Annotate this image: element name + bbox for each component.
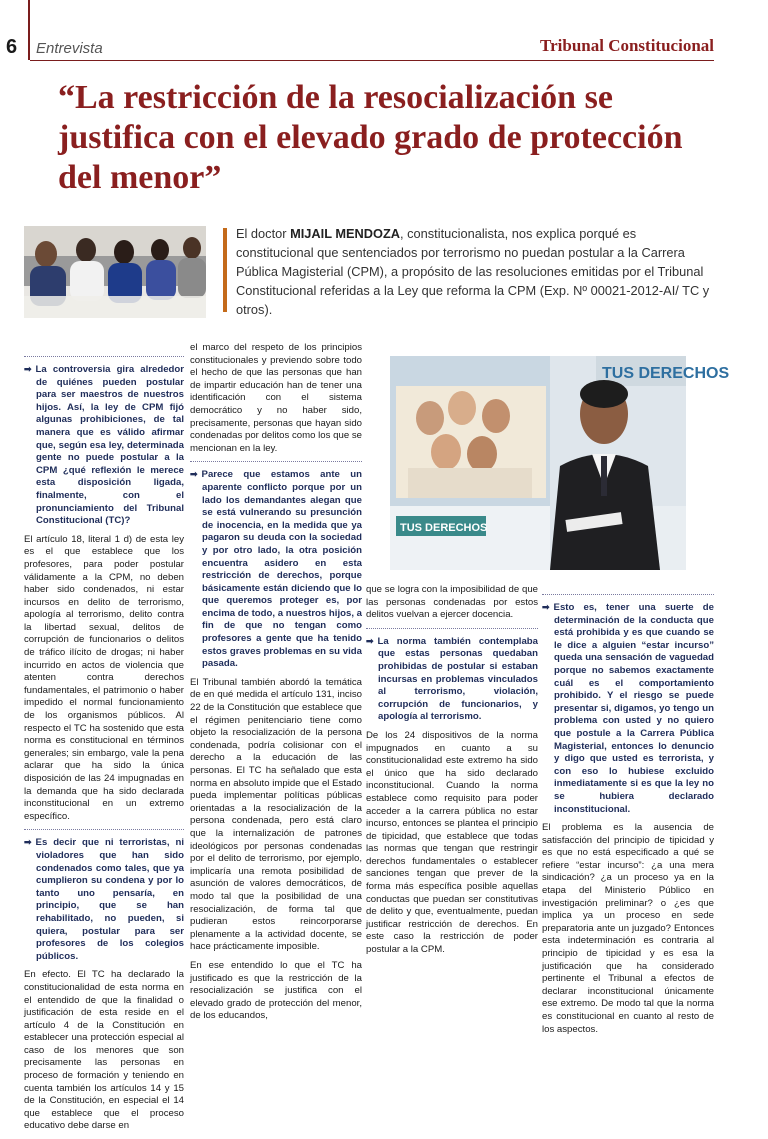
page-header (0, 0, 768, 62)
column-1 (24, 356, 184, 1139)
arrow-right-icon: ➡ (24, 364, 32, 374)
arrow-right-icon: ➡ (366, 635, 374, 646)
intro-paragraph (236, 224, 714, 319)
question-block (190, 461, 362, 671)
section-label: Entrevista (36, 40, 103, 57)
column-4 (542, 594, 714, 1042)
banner-bottom: TUS DERECHOS (400, 522, 488, 534)
interview-photo (390, 356, 730, 570)
question: ➡ La norma también contemplaba que estas personas quedaban prohibidas de postular si estaban incursas en problemas vinculados al terrorismo, violación, corrupción de funcionarios, y apología al terrorismo. (366, 635, 538, 723)
tv-set-illustration (390, 356, 730, 570)
question-block (24, 356, 184, 528)
headline: “La restricción de la resocialización se justifica con el elevado grado de protección del menor” (58, 79, 683, 196)
classroom-illustration (24, 226, 206, 318)
arrow-right-icon: ➡ (24, 837, 32, 848)
question: ➡ Parece que estamos ante un aparente conflicto porque por un lado los demandantes alegan que se está vulnerando su presunción de inocencia, en la medida que ya pagaron su deuda con la sociedad y por otro lado, la otra posición encuentra asidero en esta restricción de derechos, porque básicamente están diciendo que lo que queremos proteger es, por encima de todo, a nuestros hijos, a fin de que no tengan como profesores a gente que ha tenido estos graves problemas en su vida pasada. (190, 469, 362, 670)
intro-text: , constitucionalista, nos explica porqué es constitucional que sentenciados por terrorismo no puedan postular a la Carrera Pública Magisterial (CPM), a propósito de las resoluciones emitidas por el Tribunal Constitucional referidas a la Ley que reforma la CPM (Exp. Nº 00021-2012-AI/ TC y otros). (236, 226, 710, 317)
column-2 (190, 342, 362, 1029)
banner-top: TUS DERECHOS (602, 365, 730, 382)
question: ➡ La controversia gira alrededor de quiénes pueden postular para ser maestros de nuestros hijos. Así, la ley de CPM fijó algunas prohibiciones, de tal manera que es válido afirmar que, según esa ley, determinada gente no puede postular a la CPM ¿qué reflexión le merece esta disposición ligada, finalmente, con el pronunciamiento del Tribunal Constitucional (TC)? (24, 364, 184, 527)
intro-accent-bar (223, 228, 227, 312)
question-block (24, 829, 184, 963)
answer-paragraph: El Tribunal también abordó la temática de en qué medida el artículo 131, inciso 22 de la Constitución que establece que el régimen penitenciario tiene como objeto la resocialización de la persona condenada, podría colisionar con el derecho a la educación de las personas. El TC ha señalado que esta norma en absoluto impide que el Estado pueda implementar políticas públicas orientadas a la resocialización de la persona condenada, pero está claro que la internalización de patrones ideológicos por personas condenadas por el delito de terrorismo, por ejemplo, implicaría una remota posibilidad de asunción de valores democráticos, de modo tal que la posibilidad de una resocialización, de forma tal que pudieran estos reincorporarse plenamente a la actividad docente, se hace prácticamente imposible. (190, 676, 362, 953)
answer-paragraph: En ese entendido lo que el TC ha justificado es que la restricción de la resocialización se justifica con el elevado grado de protección del menor, de los educandos, (190, 959, 362, 1022)
answer-paragraph: De los 24 dispositivos de la norma impugnados en cuanto a su constitucionalidad este extremo ha sido el único que ha sido declarado inconstitucional. Cuando la norma establece como requisito para poder acceder a la carrera pública no estar incurso, entonces se plantea el principio de tipicidad, que establece que todas las normas que tengan que restringir derechos fundamentales o establecer sanciones tengan que prever de la forma más específica posible aquellas conductas que puedan ser constitutivas de delito y que, eventualmente, puedan justificar restricción de derechos. En este caso la restricción de poder postular a la CPM. (366, 729, 538, 956)
classroom-photo (24, 226, 206, 318)
question: ➡ Es decir que ni terroristas, ni violadores que han sido condenados como tales, que ya cumplieron su condena y por lo tanto uno pensaría, en principio, que se han rehabilitado, no pueden, si quiera, postular para ser profesores de los colegios públicos. (24, 837, 184, 962)
answer-paragraph: que se logra con la imposibilidad de que las personas condenadas por estos delitos vuelvan a ejercer docencia. (366, 584, 538, 621)
answer-paragraph: el marco del respeto de los principios constitucionales y previendo sobre todo el hecho de que las personas que han de impartir educación han de tener una identificación con el sistema democrático y no haber sido, precisamente, personas que hayan sido condenadas por delitos como los que se mencionan en la ley. (190, 342, 362, 454)
page-number: 6 (6, 36, 18, 58)
publication-brand: Tribunal Constitucional (540, 36, 714, 55)
answer-paragraph: El artículo 18, literal 1 d) de esta ley es el que establece que los profesores, para poder postular válidamente a la CPM, no deben haber sido condenados, ni estar incursos en delito de terrorismo, apología al terrorismo, delito contra la libertad sexual, delitos de corrupción de funcionarios o delitos de tráfico ilícito de drogas; ni haber incurrido en actos de violencia que atenten contra derechos fundamentales, el patrimonio o haber impedido el normal funcionamiento de los organismos públicos. Al respecto el TC ha sostenido que esta norma es constitucional en términos generales; sin embargo, vale la pena aclarar que ha sido la única disposición de las 24 impugnadas en la demanda que ha sido declarada inconstitucional en un extremo específico. (24, 533, 184, 822)
column-3 (366, 584, 538, 963)
question: ➡ Esto es, tener una suerte de determinación de la conducta que está prohibida y es que cuando se le dice a alguien “estar incurso” queda una sensación de vaguedad porque no sabemos exactamente cuál es el comportamiento prohibido. Y el riesgo se puede presentar si, digamos, yo tengo un problema con usted y no quiero que postule a la Carrera Pública Magisterial, entonces lo denuncio y digo que usted es terrorista, y con eso lo hubiese excluido inmediatamente si es que la ley no se hubiera declarado inconstitucional. (542, 602, 714, 815)
interviewee-name: MIJAIL MENDOZA (290, 226, 401, 241)
answer-paragraph: El problema es la ausencia de satisfacción del principio de tipicidad y es que no está especificado a qué se refiere “estar incurso”: ¿a una mera sindicación? ¿a un proceso ya en la etapa del Ministerio Público en investigación preliminar? o ¿es que implica ya un proceso en sede preparatoria ante un juzgado? Entonces esta indeterminación es contraria al principio de tipicidad y es esa la justificación que ha considerado pertinente el Tribunal a efectos de declarar inconstitucional únicamente ese extremo. De modo tal que la norma es constitucional en cuanto al resto de los aspectos. (542, 822, 714, 1035)
arrow-right-icon: ➡ (542, 602, 550, 612)
header-horizontal-rule (30, 60, 714, 61)
question-block (366, 628, 538, 724)
arrow-right-icon: ➡ (190, 469, 198, 480)
header-vertical-rule (28, 0, 30, 60)
answer-paragraph: En efecto. El TC ha declarado la constitucionalidad de esta norma en el entendido de que la finalidad o justificación de esta reside en el artículo 4 de la Constitución en establecer una protección especial al caso de los menores que son precisamente las personas en proceso de formación y teniendo en cuenta también los artículos 14 y 15 de la Constitución, en especial el 14 que establece que el proceso educativo debe darse en (24, 969, 184, 1132)
intro-lead: El doctor (236, 226, 291, 241)
question-block (542, 594, 714, 816)
